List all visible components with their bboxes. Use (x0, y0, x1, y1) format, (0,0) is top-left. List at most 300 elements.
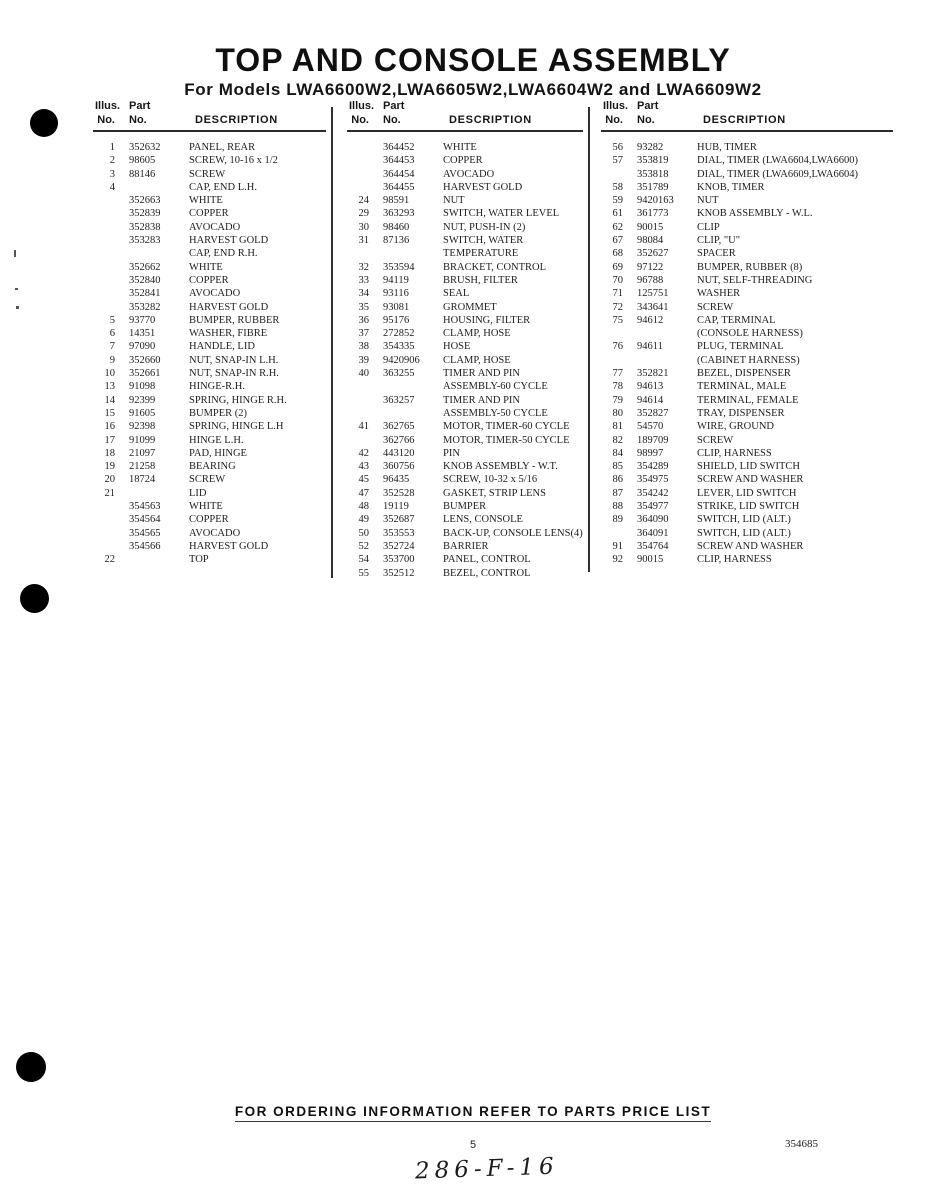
table-row (601, 473, 893, 486)
part-no: 352687 (383, 514, 415, 526)
header-part-label: Part (637, 100, 659, 112)
part-no: 362766 (383, 434, 415, 446)
table-row (347, 354, 583, 367)
part-no: 93770 (129, 314, 156, 326)
part-no: 353553 (383, 527, 415, 539)
table-row (601, 447, 893, 460)
description: BUMPER (443, 501, 487, 513)
illus-no: 34 (358, 288, 369, 300)
part-no: 18724 (129, 474, 156, 486)
header-part-label: Part (383, 100, 405, 112)
description: DIAL, TIMER (LWA6609,LWA6604) (697, 168, 858, 180)
table-row (93, 487, 326, 500)
part-no: 91605 (129, 407, 156, 419)
description: ASSEMBLY-60 CYCLE (443, 381, 548, 393)
description: SPRING, HINGE L.H (189, 421, 284, 433)
hole-punch-mark (30, 109, 58, 137)
description: PIN (443, 447, 460, 459)
table-row (93, 380, 326, 393)
description: NUT (443, 195, 465, 207)
illus-no: 85 (612, 461, 623, 473)
part-no: 354563 (129, 501, 161, 513)
description: BACK-UP, CONSOLE LENS(4) (443, 527, 583, 539)
table-row (601, 234, 893, 247)
handwritten-annotation: 286-F-16 (414, 1153, 560, 1185)
description: TRAY, DISPENSER (697, 407, 785, 419)
illus-no: 32 (358, 261, 369, 273)
table-row (347, 194, 583, 207)
description: PANEL, CONTROL (443, 554, 531, 566)
description: NUT, SNAP-IN R.H. (189, 368, 279, 380)
header-part-no-label: No. (383, 114, 401, 126)
part-no: 354564 (129, 514, 161, 526)
part-no: 98605 (129, 155, 156, 167)
part-no: 352838 (129, 221, 161, 233)
illus-no: 57 (612, 155, 623, 167)
table-row (347, 340, 583, 353)
table-row (93, 527, 326, 540)
part-no: 98460 (383, 221, 410, 233)
part-no: 54570 (637, 421, 664, 433)
part-no (637, 354, 697, 367)
part-no: 94612 (637, 314, 664, 326)
table-row (347, 274, 583, 287)
description: COPPER (443, 155, 483, 167)
table-row (601, 354, 893, 367)
part-no: 21258 (129, 461, 156, 473)
table-row (347, 487, 583, 500)
description: COPPER (189, 274, 229, 286)
description: WHITE (189, 501, 223, 513)
illus-no (347, 154, 369, 167)
illus-no: 31 (358, 235, 369, 247)
table-row (601, 487, 893, 500)
table-row (93, 141, 326, 154)
table-row (347, 234, 583, 247)
illus-no: 40 (358, 368, 369, 380)
part-no: 87136 (383, 235, 410, 247)
illus-no (93, 513, 115, 526)
part-no: 354764 (637, 540, 669, 552)
description: WASHER (697, 288, 741, 300)
table-row (93, 340, 326, 353)
part-no: 343641 (637, 301, 669, 313)
description: CAP, TERMINAL (697, 314, 776, 326)
table-row (347, 327, 583, 340)
description: HANDLE, LID (189, 341, 255, 353)
illus-no: 39 (358, 354, 369, 366)
illus-no: 30 (358, 221, 369, 233)
description: AVOCADO (189, 288, 241, 300)
description: GROMMET (443, 301, 497, 313)
illus-no: 38 (358, 341, 369, 353)
description: NUT, PUSH-IN (2) (443, 221, 526, 233)
description: SWITCH, WATER LEVEL (443, 208, 560, 220)
illus-no (601, 354, 623, 367)
description: WASHER, FIBRE (189, 328, 268, 340)
header-illus-no-label: No. (97, 114, 115, 126)
illus-no: 82 (612, 434, 623, 446)
scan-artifact (14, 250, 16, 257)
part-no: 94611 (637, 341, 663, 353)
hole-punch-mark (20, 584, 49, 613)
part-no: 354289 (637, 461, 669, 473)
column-header (93, 100, 326, 132)
illus-no: 88 (612, 501, 623, 513)
description: MOTOR, TIMER-60 CYCLE (443, 421, 570, 433)
part-no: 90015 (637, 554, 664, 566)
table-row (93, 327, 326, 340)
table-row (347, 447, 583, 460)
description: MOTOR, TIMER-50 CYCLE (443, 434, 570, 446)
illus-no: 43 (358, 461, 369, 473)
illus-no: 45 (358, 474, 369, 486)
description: ASSEMBLY-50 CYCLE (443, 407, 548, 419)
description: HOSE (443, 341, 471, 353)
description: BUMPER (2) (189, 407, 248, 419)
table-row (601, 513, 893, 526)
table-row (93, 420, 326, 433)
description: TIMER AND PIN (443, 394, 521, 406)
part-no (383, 407, 443, 420)
part-no: 98084 (637, 235, 664, 247)
ordering-note-text: FOR ORDERING INFORMATION REFER TO PARTS PRICE LIST (235, 1104, 711, 1122)
header-illus-label: Illus. (603, 100, 629, 112)
description: NUT (697, 195, 719, 207)
illus-no (601, 168, 623, 181)
table-row (347, 380, 583, 393)
table-row (93, 354, 326, 367)
description: COPPER (189, 514, 229, 526)
table-row (347, 513, 583, 526)
table-row (93, 194, 326, 207)
description: CAP, END R.H. (189, 248, 258, 260)
table-row (347, 261, 583, 274)
illus-no (93, 207, 115, 220)
table-row (601, 168, 893, 181)
illus-no: 15 (104, 407, 115, 419)
illus-no: 52 (358, 540, 369, 552)
part-no: 9420906 (383, 354, 420, 366)
table-row (601, 367, 893, 380)
description: CLIP, HARNESS (697, 554, 772, 566)
description: WIRE, GROUND (697, 421, 774, 433)
description: PAD, HINGE (189, 447, 247, 459)
description: CAP, END L.H. (189, 181, 257, 193)
table-row (601, 314, 893, 327)
illus-no: 1 (109, 142, 115, 153)
table-row (347, 141, 583, 154)
table-row (601, 274, 893, 287)
scan-artifact (16, 306, 19, 309)
table-row (347, 567, 583, 580)
description: SCREW AND WASHER (697, 474, 804, 486)
description: SCREW (697, 434, 734, 446)
part-no: 354975 (637, 474, 669, 486)
table-row (93, 247, 326, 260)
table-row (601, 394, 893, 407)
part-no: 93282 (637, 142, 664, 153)
part-no: 90015 (637, 221, 664, 233)
part-no: 364454 (383, 168, 415, 180)
table-row (93, 367, 326, 380)
parts-column-3 (601, 100, 893, 567)
table-row (347, 287, 583, 300)
illus-no (93, 540, 115, 553)
part-no: 352661 (129, 368, 161, 380)
header-illus-no-label: No. (351, 114, 369, 126)
illus-no: 76 (612, 341, 623, 353)
illus-no: 42 (358, 447, 369, 459)
illus-no: 91 (612, 540, 623, 552)
illus-no: 61 (612, 208, 623, 220)
part-no: 353818 (637, 168, 669, 180)
illus-no: 47 (358, 487, 369, 499)
part-no: 352660 (129, 354, 161, 366)
description: (CONSOLE HARNESS) (697, 328, 803, 340)
illus-no (347, 181, 369, 194)
illus-no (601, 327, 623, 340)
illus-no (93, 247, 115, 260)
table-row (347, 181, 583, 194)
page-number: 5 (469, 1139, 477, 1151)
part-no: 353282 (129, 301, 161, 313)
table-row (601, 460, 893, 473)
table-row (93, 513, 326, 526)
illus-no: 5 (109, 314, 115, 326)
table-row (601, 141, 893, 154)
illus-no: 14 (104, 394, 115, 406)
description: CLIP (697, 221, 720, 233)
illus-no: 33 (358, 274, 369, 286)
illus-no: 41 (358, 421, 369, 433)
part-no: 94119 (383, 274, 409, 286)
illus-no (347, 394, 369, 407)
table-row (601, 261, 893, 274)
illus-no: 79 (612, 394, 623, 406)
form-number: 354685 (785, 1138, 818, 1150)
table-row (601, 301, 893, 314)
part-no: 189709 (637, 434, 669, 446)
table-row (347, 500, 583, 513)
part-no (129, 247, 189, 260)
description: SCREW (189, 168, 226, 180)
table-row (601, 340, 893, 353)
table-row (601, 154, 893, 167)
illus-no (93, 221, 115, 234)
description: WHITE (189, 261, 223, 273)
illus-no: 77 (612, 368, 623, 380)
table-row (93, 447, 326, 460)
description: TOP (189, 554, 209, 566)
description: HARVEST GOLD (189, 540, 269, 552)
table-row (93, 221, 326, 234)
illus-no (93, 274, 115, 287)
illus-no: 13 (104, 381, 115, 393)
part-no: 354335 (383, 341, 415, 353)
illus-no (93, 261, 115, 274)
description: (CABINET HARNESS) (697, 354, 800, 366)
description: SWITCH, LID (ALT.) (697, 527, 791, 539)
column-divider (588, 107, 590, 572)
part-no: 94614 (637, 394, 664, 406)
table-row (347, 221, 583, 234)
illus-no: 9 (109, 354, 115, 366)
part-no: 352821 (637, 368, 669, 380)
description: CLAMP, HOSE (443, 354, 511, 366)
illus-no: 6 (109, 328, 115, 340)
illus-no: 87 (612, 487, 623, 499)
illus-no (347, 141, 369, 154)
part-no (129, 487, 189, 500)
description: HARVEST GOLD (189, 235, 269, 247)
table-row (347, 434, 583, 447)
table-row (347, 394, 583, 407)
part-no: 91098 (129, 381, 156, 393)
description: LID (189, 487, 207, 499)
part-no: 97122 (637, 261, 664, 273)
part-no: 9420163 (637, 195, 674, 207)
header-description-label: DESCRIPTION (449, 114, 532, 126)
illus-no: 19 (104, 461, 115, 473)
table-row (601, 434, 893, 447)
illus-no: 20 (104, 474, 115, 486)
description: DIAL, TIMER (LWA6604,LWA6600) (697, 155, 858, 167)
part-no: 351789 (637, 181, 669, 193)
illus-no: 36 (358, 314, 369, 326)
description: BUMPER, RUBBER (189, 314, 280, 326)
table-row (93, 407, 326, 420)
table-row (93, 287, 326, 300)
table-row (347, 207, 583, 220)
page-subtitle: For Models LWA6600W2,LWA6605W2,LWA6604W2 and LWA6609W2 (184, 80, 762, 99)
description: CLIP, "U" (697, 235, 740, 247)
part-no: 125751 (637, 288, 669, 300)
illus-no (93, 500, 115, 513)
illus-no: 75 (612, 314, 623, 326)
illus-no: 68 (612, 248, 623, 260)
part-no: 97090 (129, 341, 156, 353)
table-row (601, 420, 893, 433)
part-no: 353819 (637, 155, 669, 167)
description: BEZEL, CONTROL (443, 567, 531, 579)
illus-no: 35 (358, 301, 369, 313)
description: TERMINAL, MALE (697, 381, 787, 393)
table-row (347, 553, 583, 566)
table-row (601, 540, 893, 553)
part-no: 354242 (637, 487, 669, 499)
table-row (93, 154, 326, 167)
description: LEVER, LID SWITCH (697, 487, 797, 499)
illus-no: 16 (104, 421, 115, 433)
description: BRACKET, CONTROL (443, 261, 547, 273)
part-no (383, 380, 443, 393)
table-row (93, 168, 326, 181)
scan-artifact (15, 288, 18, 290)
part-no: 354565 (129, 527, 161, 539)
part-no: 93116 (383, 288, 409, 300)
description: SCREW, 10-32 x 5/16 (443, 474, 538, 486)
table-row (601, 287, 893, 300)
illus-no: 2 (109, 155, 115, 167)
table-row (93, 301, 326, 314)
illus-no (93, 301, 115, 314)
header-part-no-label: No. (129, 114, 147, 126)
illus-no: 7 (109, 341, 115, 353)
illus-no: 78 (612, 381, 623, 393)
description: AVOCADO (443, 168, 495, 180)
description: HINGE L.H. (189, 434, 244, 446)
description: NUT, SELF-THREADING (697, 274, 813, 286)
description: NUT, SNAP-IN L.H. (189, 354, 279, 366)
illus-no: 54 (358, 554, 369, 566)
description: BARRIER (443, 540, 489, 552)
table-row (601, 181, 893, 194)
illus-no: 86 (612, 474, 623, 486)
part-no: 92398 (129, 421, 156, 433)
table-row (93, 234, 326, 247)
table-row (93, 207, 326, 220)
part-no: 364090 (637, 514, 669, 526)
part-no: 363257 (383, 394, 415, 406)
illus-no: 89 (612, 514, 623, 526)
description: SWITCH, WATER (443, 235, 524, 247)
description: KNOB ASSEMBLY - W.L. (697, 208, 813, 220)
description: STRIKE, LID SWITCH (697, 501, 800, 513)
part-no: 443120 (383, 447, 415, 459)
column-divider (331, 107, 333, 578)
description: SWITCH, LID (ALT.) (697, 514, 791, 526)
part-no: 88146 (129, 168, 156, 180)
illus-no: 21 (104, 487, 115, 499)
part-no: 272852 (383, 328, 415, 340)
description: BUMPER, RUBBER (8) (697, 261, 803, 273)
illus-no: 72 (612, 301, 623, 313)
illus-no: 50 (358, 527, 369, 539)
table-row (93, 261, 326, 274)
table-row (601, 194, 893, 207)
header-rule (93, 130, 326, 132)
part-no: 19119 (383, 501, 409, 513)
table-row (347, 473, 583, 486)
column-header (347, 100, 583, 132)
illus-no: 18 (104, 447, 115, 459)
description: HARVEST GOLD (189, 301, 269, 313)
description: TERMINAL, FEMALE (697, 394, 799, 406)
table-row (601, 207, 893, 220)
table-row (601, 500, 893, 513)
illus-no: 24 (358, 195, 369, 207)
description: KNOB ASSEMBLY - W.T. (443, 461, 558, 473)
header-illus-no-label: No. (605, 114, 623, 126)
part-no: 96788 (637, 274, 664, 286)
illus-no: 70 (612, 274, 623, 286)
part-no: 360756 (383, 461, 415, 473)
illus-no: 71 (612, 288, 623, 300)
description: CLIP, HARNESS (697, 447, 772, 459)
illus-no (93, 287, 115, 300)
illus-no: 56 (612, 142, 623, 153)
description: TEMPERATURE (443, 248, 519, 260)
header-illus-label: Illus. (95, 100, 121, 112)
description: BEARING (189, 461, 236, 473)
hole-punch-mark (16, 1052, 46, 1082)
illus-no: 69 (612, 261, 623, 273)
illus-no: 10 (104, 368, 115, 380)
table-row (93, 460, 326, 473)
table-row (601, 247, 893, 260)
illus-no: 59 (612, 195, 623, 207)
